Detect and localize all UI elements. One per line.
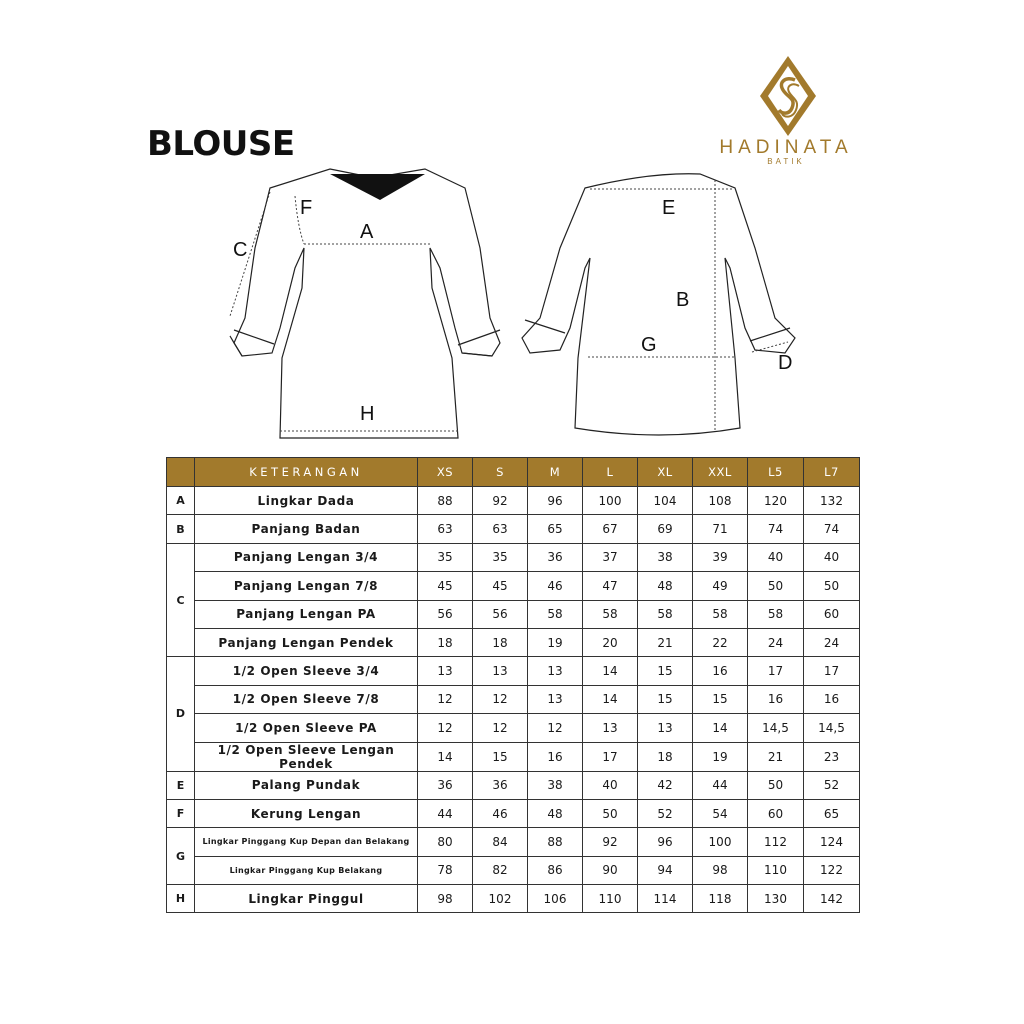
measurement-value: 13 [418, 657, 473, 685]
measurement-label: Lingkar Dada [195, 487, 418, 515]
measurement-label: Panjang Lengan Pendek [195, 628, 418, 656]
measurement-value: 21 [748, 742, 804, 771]
measurement-value: 92 [473, 487, 528, 515]
measurement-value: 100 [693, 828, 748, 856]
measurement-label: Lingkar Pinggul [195, 885, 418, 913]
measurement-value: 82 [473, 856, 528, 884]
row-group-code: H [167, 885, 195, 913]
measurement-value: 13 [473, 657, 528, 685]
measurement-value: 90 [583, 856, 638, 884]
header-blank [167, 458, 195, 487]
measurement-value: 40 [748, 543, 804, 571]
measurement-value: 35 [473, 543, 528, 571]
table-row [167, 742, 860, 771]
measurement-value: 44 [693, 771, 748, 799]
measurement-value: 19 [528, 628, 583, 656]
measurement-label: Lingkar Pinggang Kup Belakang [195, 856, 418, 884]
row-group-code: B [167, 515, 195, 543]
measurement-value: 122 [804, 856, 860, 884]
measurement-value: 48 [638, 572, 693, 600]
measurement-value: 54 [693, 799, 748, 827]
header-size: L7 [804, 458, 860, 487]
measurement-value: 50 [583, 799, 638, 827]
measurement-value: 106 [528, 885, 583, 913]
measurement-value: 120 [748, 487, 804, 515]
header-size: M [528, 458, 583, 487]
measurement-value: 22 [693, 628, 748, 656]
measurement-value: 18 [473, 628, 528, 656]
measurement-value: 38 [528, 771, 583, 799]
measurement-value: 49 [693, 572, 748, 600]
measurement-value: 96 [638, 828, 693, 856]
measurement-label: Panjang Lengan 3/4 [195, 543, 418, 571]
label-d: D [778, 352, 793, 374]
measurement-value: 36 [418, 771, 473, 799]
table-row [167, 828, 860, 856]
header-size: XXL [693, 458, 748, 487]
table-row [167, 487, 860, 515]
brand-subtitle: BATIK [767, 157, 805, 166]
measurement-value: 86 [528, 856, 583, 884]
measurement-value: 58 [748, 600, 804, 628]
measurement-value: 18 [638, 742, 693, 771]
measurement-value: 24 [748, 628, 804, 656]
measurement-value: 65 [804, 799, 860, 827]
header-keterangan: KETERANGAN [195, 458, 418, 487]
table-row [167, 628, 860, 656]
measurement-value: 110 [748, 856, 804, 884]
measurement-value: 100 [583, 487, 638, 515]
measurement-value: 60 [748, 799, 804, 827]
row-group-code: F [167, 799, 195, 827]
measurement-value: 17 [748, 657, 804, 685]
measurement-value: 36 [528, 543, 583, 571]
measurement-value: 50 [748, 572, 804, 600]
measurement-value: 58 [638, 600, 693, 628]
table-row [167, 600, 860, 628]
measurement-value: 19 [693, 742, 748, 771]
measurement-value: 124 [804, 828, 860, 856]
measurement-value: 108 [693, 487, 748, 515]
measurement-value: 71 [693, 515, 748, 543]
measurement-value: 13 [638, 714, 693, 742]
measurement-value: 56 [473, 600, 528, 628]
measurement-value: 14 [583, 657, 638, 685]
measurement-value: 40 [583, 771, 638, 799]
measurement-value: 21 [638, 628, 693, 656]
front-neckline [330, 174, 425, 200]
measurement-value: 88 [418, 487, 473, 515]
measurement-value: 14,5 [748, 714, 804, 742]
measurement-value: 78 [418, 856, 473, 884]
label-h: H [360, 403, 375, 425]
measurement-value: 23 [804, 742, 860, 771]
measurement-value: 13 [583, 714, 638, 742]
label-c: C [233, 239, 248, 261]
table-row [167, 515, 860, 543]
row-group-code: D [167, 657, 195, 771]
row-group-code: A [167, 487, 195, 515]
header-size: S [473, 458, 528, 487]
measurement-value: 114 [638, 885, 693, 913]
header-size: L5 [748, 458, 804, 487]
table-row [167, 799, 860, 827]
measurement-value: 14 [418, 742, 473, 771]
blouse-front-drawing [230, 169, 500, 438]
brand-name: HADINATA [719, 137, 853, 158]
header-size: XS [418, 458, 473, 487]
measurement-value: 13 [528, 657, 583, 685]
label-a: A [360, 221, 374, 243]
measurement-value: 132 [804, 487, 860, 515]
table-row [167, 856, 860, 884]
measurement-value: 88 [528, 828, 583, 856]
measurement-value: 24 [804, 628, 860, 656]
table-row [167, 657, 860, 685]
measurement-value: 98 [418, 885, 473, 913]
measurement-value: 47 [583, 572, 638, 600]
measurement-value: 14,5 [804, 714, 860, 742]
measurement-value: 74 [804, 515, 860, 543]
measurement-value: 44 [418, 799, 473, 827]
measurement-value: 52 [804, 771, 860, 799]
row-group-code: G [167, 828, 195, 885]
measurement-value: 67 [583, 515, 638, 543]
measurement-value: 17 [583, 742, 638, 771]
measurement-value: 80 [418, 828, 473, 856]
measurement-label: Lingkar Pinggang Kup Depan dan Belakang [195, 828, 418, 856]
measurement-value: 63 [418, 515, 473, 543]
measurement-value: 12 [418, 714, 473, 742]
measurement-value: 58 [583, 600, 638, 628]
measurement-value: 94 [638, 856, 693, 884]
page-title: BLOUSE [147, 124, 295, 164]
measurement-value: 20 [583, 628, 638, 656]
measurement-value: 15 [693, 685, 748, 713]
measurement-label: Panjang Lengan 7/8 [195, 572, 418, 600]
measurement-value: 63 [473, 515, 528, 543]
measurement-value: 69 [638, 515, 693, 543]
measurement-value: 13 [528, 685, 583, 713]
measurement-value: 142 [804, 885, 860, 913]
measurement-value: 15 [638, 657, 693, 685]
measurement-value: 118 [693, 885, 748, 913]
measurement-value: 40 [804, 543, 860, 571]
ss-diamond-logo-icon [758, 54, 818, 138]
measurement-value: 36 [473, 771, 528, 799]
label-e: E [662, 197, 676, 219]
measurement-value: 45 [418, 572, 473, 600]
measurement-value: 37 [583, 543, 638, 571]
measurement-value: 16 [804, 685, 860, 713]
measurement-label: 1/2 Open Sleeve Lengan Pendek [195, 742, 418, 771]
measurement-value: 12 [528, 714, 583, 742]
measurement-value: 58 [528, 600, 583, 628]
measurement-value: 39 [693, 543, 748, 571]
measurement-label: Kerung Lengan [195, 799, 418, 827]
measurement-value: 16 [748, 685, 804, 713]
measurement-value: 98 [693, 856, 748, 884]
table-row [167, 771, 860, 799]
measurement-label: 1/2 Open Sleeve PA [195, 714, 418, 742]
measurement-value: 48 [528, 799, 583, 827]
table-row [167, 714, 860, 742]
label-g: G [641, 334, 657, 356]
measurement-value: 60 [804, 600, 860, 628]
measurement-value: 52 [638, 799, 693, 827]
measurement-value: 50 [748, 771, 804, 799]
measurement-value: 104 [638, 487, 693, 515]
size-chart-body [167, 487, 860, 913]
measurement-value: 92 [583, 828, 638, 856]
measurement-value: 46 [528, 572, 583, 600]
measurement-value: 56 [418, 600, 473, 628]
row-group-code: C [167, 543, 195, 657]
blouse-back-drawing [522, 174, 795, 435]
measurement-value: 35 [418, 543, 473, 571]
measurement-value: 46 [473, 799, 528, 827]
measurement-label: Palang Pundak [195, 771, 418, 799]
measurement-value: 58 [693, 600, 748, 628]
measurement-value: 12 [418, 685, 473, 713]
measurement-value: 14 [693, 714, 748, 742]
label-f: F [300, 197, 313, 219]
row-group-code: E [167, 771, 195, 799]
measurement-value: 45 [473, 572, 528, 600]
table-row [167, 685, 860, 713]
measurement-value: 112 [748, 828, 804, 856]
table-row [167, 572, 860, 600]
measurement-value: 38 [638, 543, 693, 571]
measurement-value: 15 [473, 742, 528, 771]
measurement-value: 50 [804, 572, 860, 600]
measurement-value: 96 [528, 487, 583, 515]
measurement-value: 65 [528, 515, 583, 543]
measurement-value: 16 [528, 742, 583, 771]
measurement-value: 110 [583, 885, 638, 913]
measurement-label: 1/2 Open Sleeve 3/4 [195, 657, 418, 685]
header-size: XL [638, 458, 693, 487]
size-chart-table [166, 457, 860, 913]
table-row [167, 885, 860, 913]
measurement-value: 18 [418, 628, 473, 656]
measurement-label: Panjang Lengan PA [195, 600, 418, 628]
label-b: B [676, 289, 690, 311]
blouse-measurement-diagram [200, 158, 820, 448]
measurement-value: 14 [583, 685, 638, 713]
measurement-value: 130 [748, 885, 804, 913]
table-row [167, 543, 860, 571]
header-size: L [583, 458, 638, 487]
measurement-value: 15 [638, 685, 693, 713]
measurement-value: 84 [473, 828, 528, 856]
measurement-label: Panjang Badan [195, 515, 418, 543]
measurement-value: 17 [804, 657, 860, 685]
measurement-value: 16 [693, 657, 748, 685]
measurement-label: 1/2 Open Sleeve 7/8 [195, 685, 418, 713]
measurement-value: 12 [473, 714, 528, 742]
measurement-value: 102 [473, 885, 528, 913]
measurement-value: 42 [638, 771, 693, 799]
measurement-value: 12 [473, 685, 528, 713]
table-header-row [167, 458, 860, 487]
measurement-value: 74 [748, 515, 804, 543]
